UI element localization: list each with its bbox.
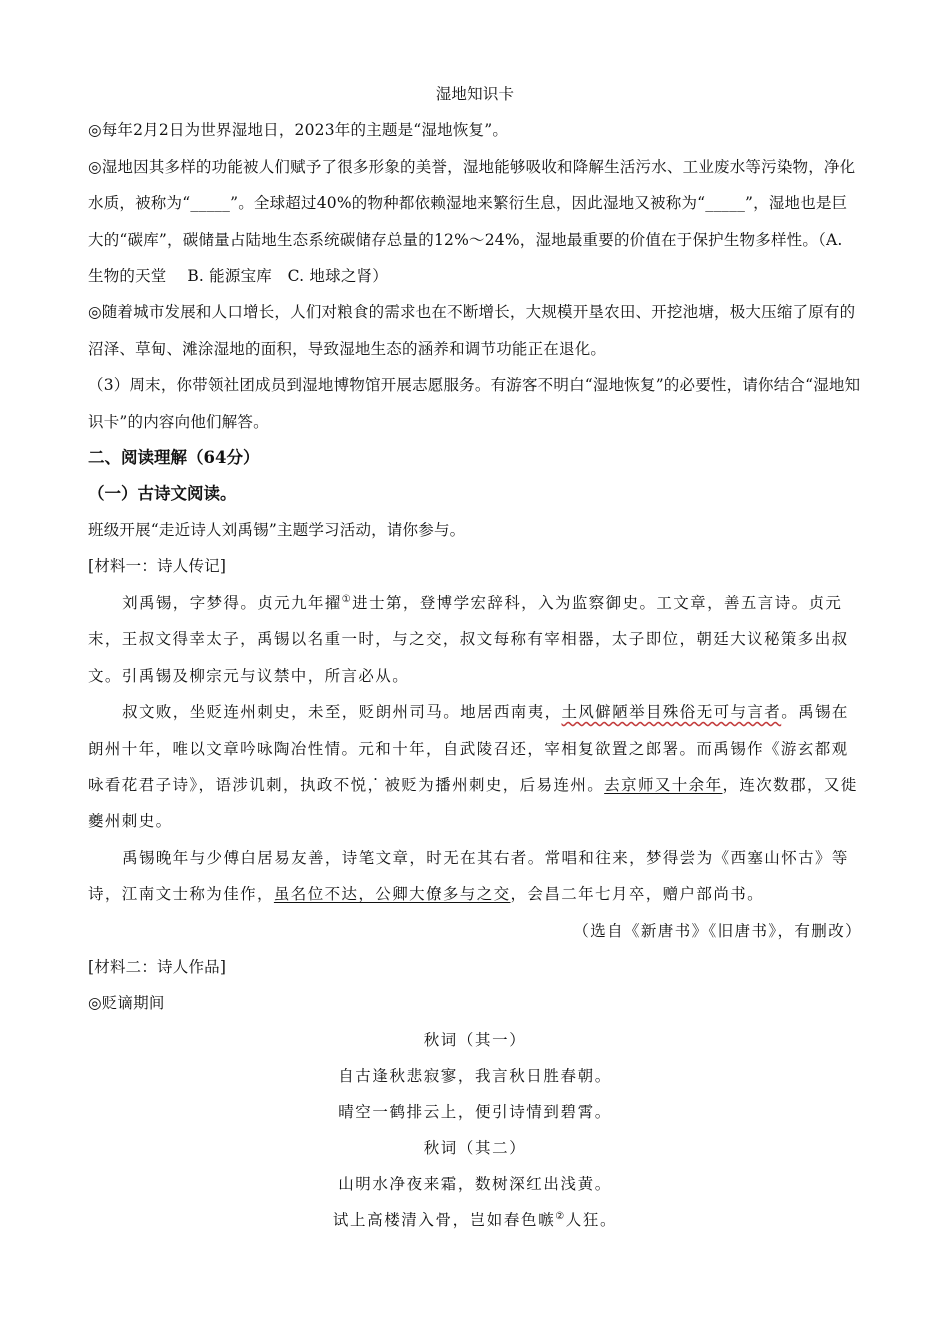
material-2-label: [材料二：诗人作品] [88, 957, 227, 976]
footnote-mark-2: ② [555, 1210, 566, 1222]
dotted-character: 尝 [679, 848, 697, 867]
underlined-sentence: 虽名位不达，公卿大僚多与之交 [273, 885, 511, 904]
bio-paragraph-3 [88, 840, 862, 913]
underlined-sentence: 去京师又十余年 [604, 775, 723, 794]
bio-text: ，被贬为播州刺史，后易连州。 [367, 775, 605, 794]
bio-text: 进士第，登博学宏辞科，入为监察御史。工文章， [352, 593, 724, 612]
bio-text: 五言诗。贞元末，王叔文得幸太子，禹锡以名重一时，与之交，叔文每称有宰相器，太子即位，朝廷大议秘策多出叔文。引禹锡及柳宗元与议禁中，所言必从。 [88, 593, 849, 685]
poem-1-title: 秋词（其一） [423, 1030, 527, 1049]
bio-text: 叔文败，坐贬连州刺史，未至，贬朗州司马。地居西南夷， [122, 703, 562, 722]
footnote-mark-1: ① [341, 593, 353, 605]
poem-2-line-2 [88, 1202, 862, 1238]
card-title: 湿地知识卡 [435, 85, 515, 103]
poem-1-line-2: 晴空一鹤排云上，便引诗情到碧霄。 [338, 1102, 612, 1121]
card-paragraph-2: ◎湿地因其多样的功能被人们赋予了很多形象的美誉，湿地能够吸收和降解生活污水、工业废水等污染物，净化水质，被称为“_____”。全球超过40%的物种都依赖湿地来繁衍生息，因此湿地又被称为“_____”，湿地也是巨大的“碳库”，碳储量占陆地生态系统碳储存总量的12%～24%，湿地最重要的价值在于保护生物多样性。（A. 生物的天堂 B. 能源宝库 C. 地球之肾） [88, 157, 856, 286]
bio-paragraph-1 [88, 585, 862, 694]
question-3: （3）周末，你带领社团成员到湿地博物馆开展志愿服务。有游客不明白“湿地恢复”的必要性，请你结合“湿地知识卡”的内容向他们解答。 [88, 376, 861, 431]
bio-paragraph-2 [88, 694, 862, 840]
bio-text: 。禹锡在朗州十年，唯以文章吟咏陶冶性情。元和十年，自武陵召还，宰相复欲置之郎署。而禹锡作《游玄都观咏看花君子诗》，语涉讥刺，执政不 [88, 703, 849, 794]
card-paragraph-1: ◎每年2月2日为世界湿地日，2023年的主题是“湿地恢复”。 [88, 121, 509, 140]
poem-2-line-1: 山明水净夜来霜，数树深红出浅黄。 [338, 1174, 612, 1193]
section-heading: 二、阅读理解（64分） [88, 448, 260, 468]
period-label: ◎贬谪期间 [88, 994, 165, 1013]
subsection-heading: （一）古诗文阅读。 [88, 484, 237, 504]
bio-text: 禹锡晚年与少傅白居易友善，诗笔文章，时无在其右者。常唱和往来，梦得 [122, 848, 680, 867]
bio-text: ，会昌二年七月卒，赠户部尚书。 [510, 885, 765, 904]
poem-1-line-1: 自古逢秋悲寂寥，我言秋日胜春朝。 [338, 1066, 612, 1085]
bio-text: ，连次数郡，又徙夔州刺史。 [88, 775, 858, 831]
bio-source: （选自《新唐书》《旧唐书》，有删改） [573, 921, 862, 940]
material-1-label: [材料一：诗人传记] [88, 557, 227, 576]
bio-text: 为《西塞山怀古》等诗，江南文士称为佳作， [88, 848, 849, 904]
poem-text: 试上高楼清入骨，岂如春色嗾 [332, 1210, 556, 1229]
poem-text: 人狂。 [565, 1210, 618, 1229]
activity-intro: 班级开展“走近诗人刘禹锡”主题学习活动，请你参与。 [88, 521, 466, 540]
dotted-character: 悦 [350, 775, 368, 794]
document-page [88, 76, 862, 1238]
dotted-character: 善 [723, 593, 741, 612]
card-paragraph-3: ◎随着城市发展和人口增长，人们对粮食的需求也在不断增长，大规模开垦农田、开挖池塘，极大压缩了原有的沼泽、草甸、滩涂湿地的面积，导致湿地生态的涵养和调节功能正在退化。 [88, 303, 856, 358]
wavy-underlined-sentence: 土风僻陋举目殊俗无可与言者 [561, 703, 782, 722]
poem-2-title: 秋词（其二） [423, 1138, 527, 1157]
bio-text: 刘禹锡，字梦得。贞元九年擢 [122, 593, 342, 612]
